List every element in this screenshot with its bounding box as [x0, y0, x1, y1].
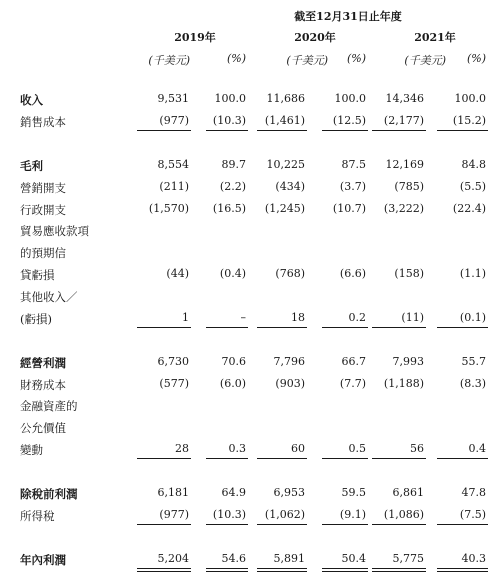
row-label: 行政開支: [20, 203, 66, 217]
year-header-2020: 2020年: [294, 31, 336, 44]
table-row-profit-before-tax: [0, 486, 498, 508]
underline: [437, 458, 488, 459]
row-value: 87.5: [341, 158, 366, 171]
row-value: (977): [159, 508, 189, 521]
table-row-gross-profit: [0, 158, 498, 180]
row-value: 18: [291, 311, 305, 324]
double-underline: [206, 568, 248, 572]
row-value: (0.1): [459, 311, 486, 324]
row-value: 70.6: [221, 355, 246, 368]
row-label: 金融資產的: [20, 399, 78, 413]
row-label: 貿易應收款項: [20, 224, 89, 238]
table-row-marketing-expenses: [0, 180, 498, 202]
row-value: (10.3): [212, 114, 246, 127]
row-value: 6,181: [157, 486, 189, 499]
table-row-operating-profit: [0, 355, 498, 377]
row-value: (10.7): [332, 202, 366, 215]
underline: [137, 458, 191, 459]
row-label: 財務成本: [20, 378, 66, 392]
row-value: 7,993: [392, 355, 424, 368]
unit-pct-2021: (%): [466, 52, 486, 65]
row-value: (1,245): [264, 202, 305, 215]
double-underline: [257, 568, 307, 572]
row-value: 7,796: [273, 355, 305, 368]
row-value: 5,775: [392, 552, 424, 565]
period-header: 截至12月31日止年度: [294, 10, 402, 23]
row-value: 100.0: [334, 92, 366, 105]
underline: [372, 327, 426, 328]
row-label: 公允價值: [20, 421, 66, 435]
row-value: (7.5): [459, 508, 486, 521]
row-value: 0.2: [348, 311, 366, 324]
row-value: 11,686: [266, 92, 305, 105]
row-value: (12.5): [332, 114, 366, 127]
row-value: (1,570): [148, 202, 189, 215]
row-value: 55.7: [461, 355, 486, 368]
underline: [206, 130, 248, 131]
underline: [137, 130, 191, 131]
row-value: 5,891: [273, 552, 305, 565]
row-value: (158): [394, 267, 424, 280]
unit-amount-2021: (千美元): [404, 54, 446, 67]
row-value: 47.8: [461, 486, 486, 499]
row-label: 營銷開支: [20, 181, 66, 195]
row-label: 其他收入／: [20, 290, 78, 304]
row-value: (1.1): [459, 267, 486, 280]
row-value: 5,204: [157, 552, 189, 565]
row-value: 8,554: [157, 158, 189, 171]
table-row-fair-value-change: [0, 398, 498, 464]
row-value: 28: [175, 442, 189, 455]
row-value: (1,461): [264, 114, 305, 127]
table-row-income-tax: [0, 508, 498, 530]
row-value: 54.6: [221, 552, 246, 565]
row-value: (8.3): [459, 377, 486, 390]
underline: [372, 458, 426, 459]
row-value: (7.7): [339, 377, 366, 390]
unit-pct-2020: (%): [346, 52, 366, 65]
unit-amount-2020: (千美元): [286, 54, 328, 67]
unit-amount-2019: (千美元): [148, 54, 190, 67]
row-value: 100.0: [214, 92, 246, 105]
row-value: (1,086): [383, 508, 424, 521]
row-value: 10,225: [266, 158, 305, 171]
row-value: (2,177): [383, 114, 424, 127]
row-value: 84.8: [461, 158, 486, 171]
row-label: 的預期信: [20, 246, 66, 260]
row-value: (785): [394, 180, 424, 193]
row-value: (0.4): [219, 267, 246, 280]
underline: [137, 327, 191, 328]
underline: [372, 130, 426, 131]
underline: [322, 524, 368, 525]
row-value: (1,062): [264, 508, 305, 521]
year-header-2019: 2019年: [174, 31, 216, 44]
underline: [137, 524, 191, 525]
table-row-expected-credit-loss: [0, 223, 498, 289]
underline: [257, 327, 307, 328]
row-value: 59.5: [341, 486, 366, 499]
row-value: 1: [182, 311, 189, 324]
row-label: 除稅前利潤: [20, 487, 78, 501]
underline: [206, 458, 248, 459]
underline: [322, 130, 368, 131]
row-value: 0.5: [348, 442, 366, 455]
row-value: (903): [275, 377, 305, 390]
double-underline: [372, 568, 426, 572]
row-value: 60: [291, 442, 305, 455]
row-label: 變動: [20, 443, 43, 457]
row-value: (3.7): [339, 180, 366, 193]
underline: [437, 524, 488, 525]
table-row-revenue: [0, 92, 498, 114]
row-value: 0.4: [468, 442, 486, 455]
row-value: (3,222): [383, 202, 424, 215]
row-value: (434): [275, 180, 305, 193]
row-value: 56: [410, 442, 424, 455]
row-value: (10.3): [212, 508, 246, 521]
row-value: 66.7: [341, 355, 366, 368]
row-value: –: [240, 311, 246, 324]
row-value: (15.2): [452, 114, 486, 127]
row-label: 銷售成本: [20, 115, 66, 129]
table-row-admin-expenses: [0, 202, 498, 224]
row-value: 6,953: [273, 486, 305, 499]
underline: [437, 327, 488, 328]
row-value: (5.5): [459, 180, 486, 193]
row-value: 9,531: [157, 92, 189, 105]
underline: [372, 524, 426, 525]
row-value: (44): [166, 267, 189, 280]
unit-pct-2019: (%): [226, 52, 246, 65]
row-value: (1,188): [383, 377, 424, 390]
row-value: (22.4): [452, 202, 486, 215]
row-value: 89.7: [221, 158, 246, 171]
year-header-2021: 2021年: [414, 31, 456, 44]
row-label: 所得稅: [20, 509, 55, 523]
row-value: 6,730: [157, 355, 189, 368]
row-value: 40.3: [461, 552, 486, 565]
row-value: (977): [159, 114, 189, 127]
underline: [257, 130, 307, 131]
double-underline: [322, 568, 368, 572]
row-value: (211): [159, 180, 189, 193]
row-label: 貸虧損: [20, 268, 55, 282]
row-value: 6,861: [392, 486, 424, 499]
underline: [206, 327, 248, 328]
row-value: 64.9: [221, 486, 246, 499]
row-value: (11): [401, 311, 424, 324]
double-underline: [437, 568, 488, 572]
row-value: 14,346: [385, 92, 424, 105]
underline: [206, 524, 248, 525]
row-value: (9.1): [339, 508, 366, 521]
row-value: 0.3: [228, 442, 246, 455]
row-label: 經營利潤: [20, 356, 66, 370]
row-value: (577): [159, 377, 189, 390]
underline: [257, 458, 307, 459]
underline: [322, 458, 368, 459]
row-label: 收入: [20, 93, 43, 107]
row-value: 100.0: [454, 92, 486, 105]
row-value: 12,169: [385, 158, 424, 171]
row-value: 50.4: [341, 552, 366, 565]
underline: [322, 327, 368, 328]
row-label: 毛利: [20, 159, 43, 173]
row-label: (虧損): [20, 312, 52, 326]
double-underline: [137, 568, 191, 572]
row-value: (6.6): [339, 267, 366, 280]
row-value: (16.5): [212, 202, 246, 215]
table-row-finance-costs: [0, 377, 498, 399]
underline: [437, 130, 488, 131]
row-value: (6.0): [219, 377, 246, 390]
row-value: (768): [275, 267, 305, 280]
table-row-cost-of-sales: [0, 114, 498, 136]
row-value: (2.2): [219, 180, 246, 193]
row-label: 年內利潤: [20, 553, 66, 567]
underline: [257, 524, 307, 525]
